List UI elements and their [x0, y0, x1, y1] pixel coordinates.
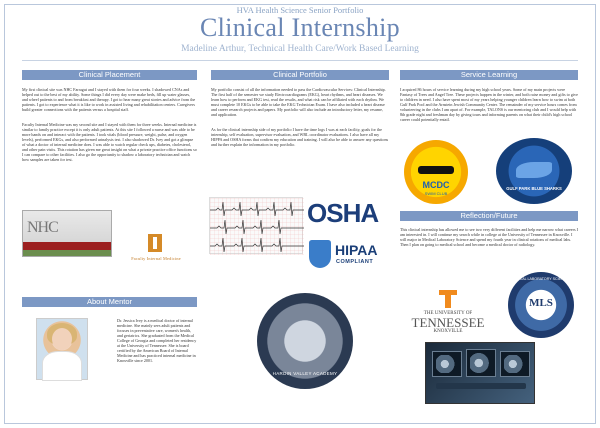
hipaa-shield-icon: [309, 240, 331, 268]
middle-column: [211, 70, 389, 147]
ekg-waveform: [210, 198, 304, 255]
monitor-right: [500, 351, 530, 377]
reflection-section: [400, 211, 578, 247]
mcdc-subtext: SWIM CLUB: [424, 191, 448, 196]
nhc-stripe: [23, 242, 111, 250]
radiology-workstation-photo: [425, 342, 535, 404]
author-line: Madeline Arthur, Technical Health Care/Work Based Learning: [181, 44, 419, 54]
gulf-park-blue-sharks-logo: [496, 138, 572, 204]
ut-city: KNOXVILLE: [433, 329, 463, 334]
mcdc-text: MCDC: [422, 180, 450, 190]
mentor-portrait: [36, 318, 88, 380]
ut-name-top: THE UNIVERSITY OF: [423, 311, 473, 316]
right-column: [400, 70, 578, 122]
mcdc-swim-club-logo: [404, 140, 468, 204]
hipaa-compliant-text: COMPLIANT: [336, 259, 374, 265]
fim-logo-mark: [148, 234, 162, 252]
sun-sunglasses: [418, 166, 454, 174]
reflection-text: This clinical internship has allowed me to see two very different facilities and help me narrow what careers I am interested in. I will continue my search while in college at the University of Tennessee in Knoxville. I will major in Medical Laboratory Science and spend my fourth year in clinical rotations of medical labs. Then I plan on going to medical school and become a medical doctor of radiology.: [400, 227, 578, 247]
hipaa-logo: [309, 240, 397, 270]
mls-text: MLS: [529, 297, 553, 309]
placement-heading: Clinical Placement: [22, 70, 197, 80]
hipaa-text: HIPAA: [335, 242, 378, 258]
org-name: HVA Health Science Senior Portfolio: [236, 5, 364, 15]
portrait-face: [52, 328, 72, 350]
ut-power-t-icon: [439, 290, 457, 308]
portfolio-paragraph-2: As for the clinical internship side of my portfolio I have the time logs I was at each facility, goals for the internship, self evaluation, supervisor evaluation, and WBL coordinator evaluations. I also have all my HIPPA and OSHA forms that confirm my education and training. I will also be able to answer any questions and further explain the information in my portfolio.: [211, 127, 389, 147]
nhc-lawn: [23, 250, 111, 256]
service-text: I acquired 86 hours of service learning during my high school years. Some of my main projects were Fantasy of Trees and Angel Tree. These projects happen in the winter, and both raise money and gifts to give to children in need. I also have spent most of my years helping younger children learn how to swim at both Gulf Park Pool and the Arnstein Jewish Community Center. The remainder of my service hours comes from volunteering in the clubs I am apart of. For example, TALONS is our mentoring club and I would help with 8th grade night and freshman day by giving tours and informing parents on what their child's high school career could potentially entail.: [400, 87, 578, 122]
medical-laboratory-scientist-seal: [508, 272, 574, 338]
mentor-section: [22, 297, 197, 307]
osha-logo: OSHA: [307, 198, 379, 228]
mentor-bio: Dr. Jessica Ivey is a medical doctor of internal medicine. She mainly sees adult patients and focuses in preventative care, women's health, and geriatrics. She graduated from the Medical College of Georgia and completed her residency at the University of Tennessee. She is board certified by the American Board of Internal Medicine and has practiced internal medicine in Knoxville since 2001.: [117, 318, 197, 363]
hardin-valley-academy-seal: [257, 293, 353, 389]
ut-name-main: TENNESSEE: [411, 315, 485, 330]
monitor-center: [466, 349, 496, 377]
nhc-sign: NHC: [27, 219, 58, 236]
hva-seal-text: HARDIN VALLEY ACADEMY: [272, 371, 338, 376]
shark-icon: [516, 162, 552, 178]
portfolio-paragraph-1: My portfolio consist of all the information needed to pass the Cardiovascular Services: Clinical Internship. The first half of the semester we study Electrocardiograms (EKG), heart rhythms, and heart diseases. We learn how to perform and EKG test, read the results, and what risk can be affiliated with each rhythm. We must complete 10 EKGs to be able to take the EKG Technician Exam. I have also included a heart disease and career research projects and papers. My portfolio will also include an introductory letter, my resume, and application.: [211, 87, 386, 117]
portrait-coat: [42, 351, 82, 381]
mls-ring-text: MEDICAL LABORATORY SCIENTIST: [510, 277, 572, 281]
mentor-heading: About Mentor: [22, 297, 197, 307]
faculty-internal-medicine-logo: [126, 234, 186, 266]
fim-logo-label: Faculty Internal Medicine: [131, 256, 181, 261]
placement-paragraph-1: My first clinical site was NHC Farragut and I stayed with them for four weeks. I shadowed CNAs and helped out to the best of my ability. Some things I did every day were make beds, fill up water glasses, and wheel patients to and from breakfast and therapy. I got to hear many great stories and advice from the patients. I got to experience what it is like to work in assisted living and rehabilitation centers. Caregivers build greater connections with the patients versus a hospital staff.: [22, 87, 196, 112]
header-divider: [22, 60, 578, 61]
service-heading: Service Learning: [400, 70, 578, 80]
reflection-heading: Reflection/Future: [400, 211, 578, 221]
poster-header: [0, 0, 600, 66]
monitor-left: [432, 351, 462, 377]
university-of-tennessee-logo: [400, 290, 496, 340]
ekg-strip-image: [209, 197, 303, 254]
portfolio-heading: Clinical Portfolio: [211, 70, 389, 80]
page-title: Clinical Internship: [200, 13, 400, 42]
placement-paragraph-2: Faculty Internal Medicine was my second site and I stayed with them for three weeks. Internal medicine is similar to family practice except it is only adult patients. At this site I followed a nurse and was able to be more hands on and interact with the patients. I took vitals (blood pressure, weight, pulse, and oxygen levels), performed EKGs, and also performed urinalysis test. I also shadowed Dr. Ivey and got a glimpse of what a doctor of internal medicine does. I was able to watch regular check ups, diabetes, cholesterol, and other pain visits. This rotation has given me great insight on what a private practice office functions so I can compare to other facilities. I also go the opportunity to shadow a laboratory technician and watch how samples are taken for test.: [22, 122, 197, 162]
nhc-building-photo: [22, 210, 112, 257]
shark-badge-text: GULF PARK BLUE SHARKS: [506, 186, 562, 191]
left-column: [22, 70, 197, 162]
workstation-desk: [436, 383, 526, 389]
